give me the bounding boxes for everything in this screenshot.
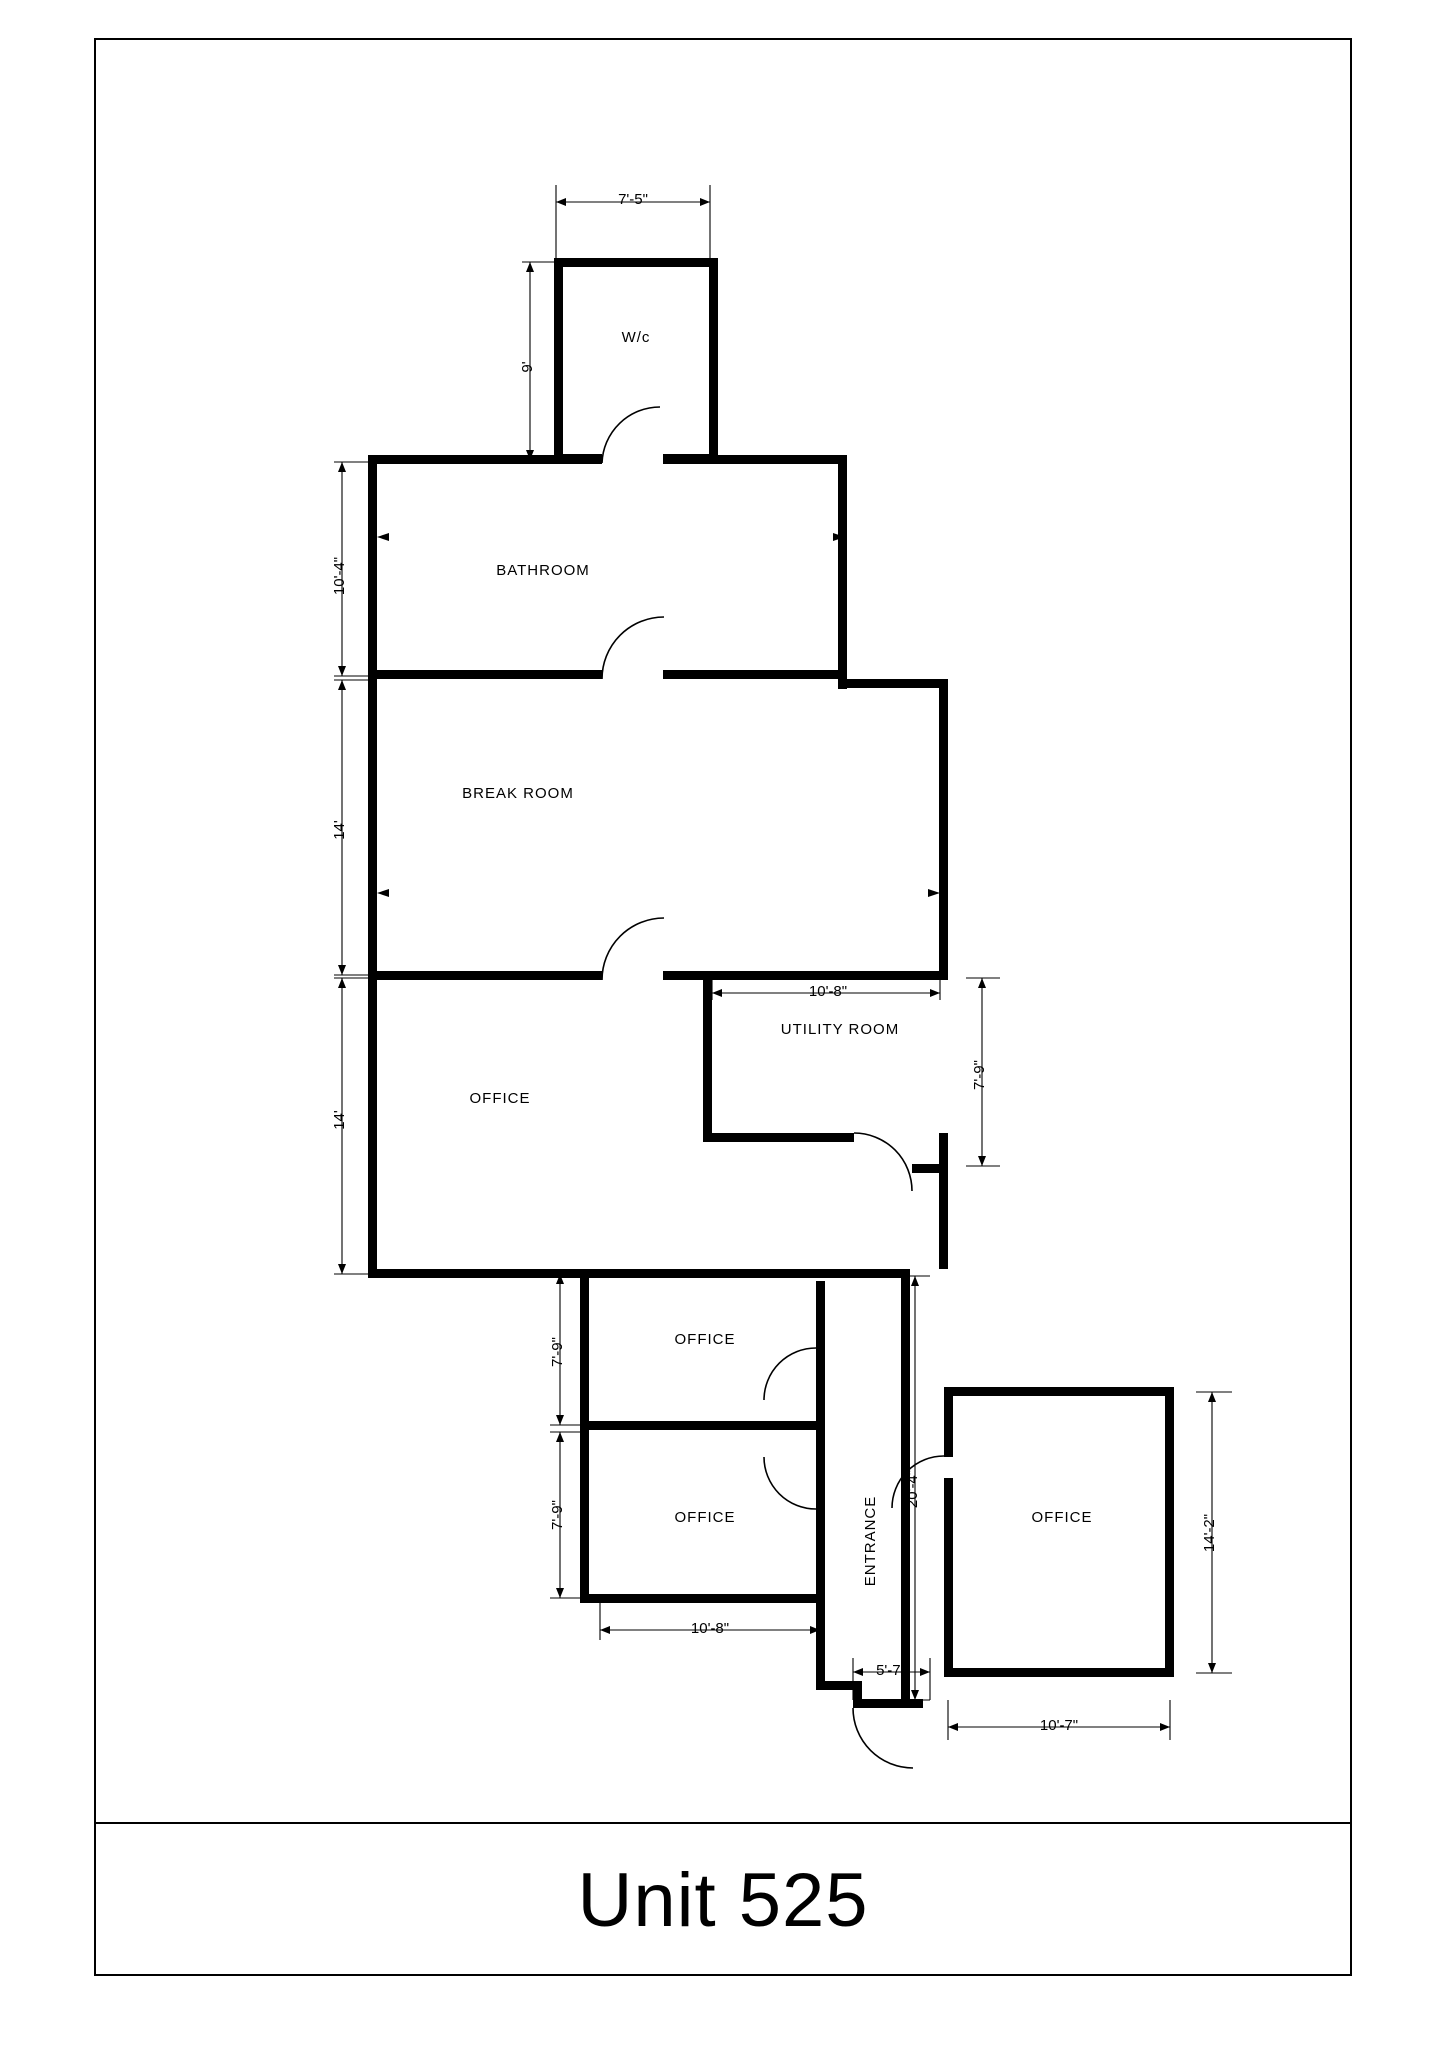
dim-bathroom-height: 10'-4"	[330, 556, 348, 596]
door-wc	[602, 407, 660, 463]
room-label-break-room: BREAK ROOM	[462, 784, 574, 802]
door-office-upper	[764, 1348, 816, 1400]
door-break-room	[602, 918, 664, 980]
dimension-labels-group	[331, 191, 1218, 1734]
room-label-office-upper: OFFICE	[674, 1330, 736, 1348]
dim-utility-width: 10'-8"	[808, 982, 848, 1000]
room-labels-group	[462, 329, 1092, 1586]
dim-office-main-height: 14'	[330, 1110, 348, 1130]
dim-entrance-width: 5'-7"	[876, 1661, 906, 1679]
dim-office-lower-height: 7'-9"	[548, 1500, 566, 1530]
dim-break-room-height: 14'	[330, 820, 348, 840]
door-entrance	[853, 1708, 913, 1768]
dimension-lines-group	[334, 185, 1232, 1740]
room-label-office-lower: OFFICE	[674, 1508, 736, 1526]
room-label-wc: W/c	[621, 328, 651, 346]
dim-entrance-height: 20'-4"	[903, 1469, 921, 1509]
dim-office-right-width: 10'-7"	[1039, 1716, 1079, 1734]
door-swings-group	[602, 407, 944, 1768]
room-label-utility-room: UTILITY ROOM	[780, 1020, 900, 1038]
drawing-title: Unit 525	[577, 1857, 869, 1943]
room-label-office-right: OFFICE	[1031, 1508, 1093, 1526]
dim-office-right-height: 14'-2"	[1200, 1513, 1218, 1553]
dim-office-upper-height: 7'-9"	[548, 1337, 566, 1367]
dim-wc-width: 7'-5"	[618, 190, 648, 208]
dim-wc-height: 9'	[518, 361, 536, 373]
room-label-entrance: ENTRANCE	[861, 1495, 879, 1587]
dim-office-small-width: 10'-8"	[690, 1619, 730, 1637]
walls-group	[368, 258, 1174, 1708]
door-bathroom	[602, 617, 664, 679]
door-office-lower	[764, 1457, 816, 1509]
dim-utility-height: 7'-9"	[970, 1060, 988, 1090]
room-label-office-main: OFFICE	[469, 1089, 531, 1107]
room-label-bathroom: BATHROOM	[496, 561, 590, 579]
title-block	[94, 1824, 1352, 1976]
door-utility	[854, 1133, 912, 1191]
